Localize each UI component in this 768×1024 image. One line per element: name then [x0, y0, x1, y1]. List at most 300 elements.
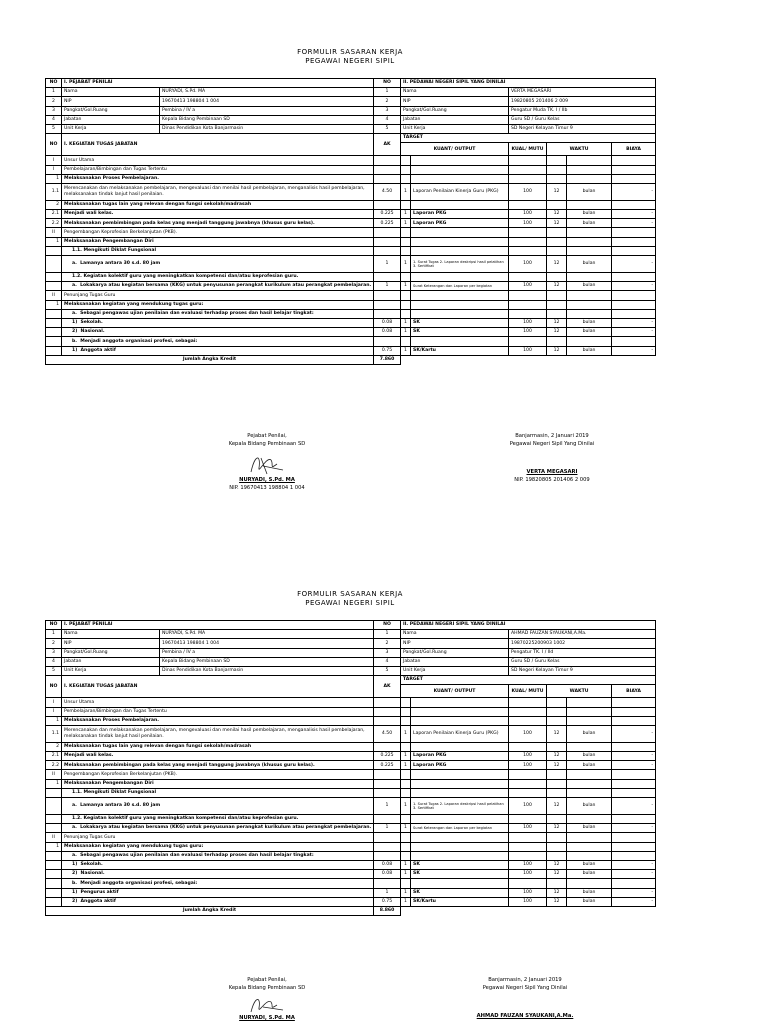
- cell: bulan: [567, 860, 612, 869]
- cell: [401, 309, 411, 318]
- cell: [401, 833, 411, 842]
- cell: 4: [46, 657, 62, 666]
- cell: 1: [401, 183, 411, 200]
- cell: [374, 815, 401, 824]
- cell: NO: [46, 621, 62, 630]
- cell: 12: [547, 897, 567, 906]
- cell: Pembina / IV a: [160, 648, 374, 657]
- row-marker: 2): [72, 871, 78, 877]
- cell: Melaksanakan Pengembangan Diri: [62, 237, 374, 246]
- cell: [374, 237, 401, 246]
- cell: 0.08: [374, 860, 401, 869]
- row-text: Lokakarya atau kegiatan bersama (KKG) untuk penyusunan perangkat kurikulum atau perangkat pembelajaran.: [80, 825, 372, 831]
- cell: Jabatan: [401, 657, 509, 666]
- table-row: [46, 824, 656, 833]
- form-title-line-1: FORMULIR SASARAN KERJA: [297, 590, 403, 598]
- cell: [567, 788, 612, 797]
- cell: [411, 337, 509, 346]
- cell: 1: [374, 282, 401, 291]
- cell: Laporan Penilaian Kinerja Guru (PKG): [411, 725, 509, 742]
- cell: [411, 291, 509, 300]
- cell: [509, 842, 547, 851]
- cell: Dinas Pendidikan Kota Banjarmasin: [160, 666, 374, 675]
- cell: [612, 851, 656, 860]
- sig-nip: NIP. 19820805 201406 2 009: [514, 477, 590, 483]
- cell: [374, 200, 401, 209]
- cell: 1: [46, 630, 62, 639]
- cell: [46, 346, 62, 355]
- cell: [547, 291, 567, 300]
- cell: bulan: [567, 824, 612, 833]
- row-marker: 1): [72, 889, 78, 895]
- sig-space: [452, 448, 652, 468]
- cell: bulan: [567, 210, 612, 219]
- cell: 1: [401, 210, 411, 219]
- cell: [612, 842, 656, 851]
- table-row: [46, 716, 656, 725]
- sig-name: VERTA MEGASARI: [526, 469, 578, 475]
- cell: -: [612, 256, 656, 273]
- cell: [401, 291, 411, 300]
- row-text: Anggota aktif: [80, 347, 116, 353]
- cell: [62, 798, 374, 815]
- cell: [374, 833, 401, 842]
- cell: [401, 770, 411, 779]
- cell: [62, 879, 374, 888]
- cell: [46, 798, 62, 815]
- cell: Melaksanakan tugas lain yang relevan dengan fungsi sekolah/madrasah: [62, 742, 374, 751]
- cell: [547, 851, 567, 860]
- row-marker: 1): [72, 862, 78, 868]
- people-row: [46, 648, 656, 657]
- table-row: [46, 888, 656, 897]
- cell: NO: [46, 676, 62, 698]
- cell: bulan: [567, 870, 612, 879]
- cell: 1: [401, 752, 411, 761]
- cell: 0.225: [374, 210, 401, 219]
- cell: [612, 309, 656, 318]
- cell: [612, 707, 656, 716]
- cell: [401, 300, 411, 309]
- cell: [401, 842, 411, 851]
- cell: [567, 707, 612, 716]
- cell: [62, 860, 374, 869]
- cell: Dinas Pendidikan Kota Banjarmasin: [160, 124, 374, 133]
- row-marker: a.: [72, 283, 77, 289]
- cell: -: [612, 183, 656, 200]
- cell: -: [612, 824, 656, 833]
- signature-scribble-icon: [247, 450, 287, 476]
- cell: II. PEDAWAI NEGERI SIPIL YANG DINILAI: [401, 621, 656, 630]
- skp-form-1: [45, 48, 655, 365]
- cell: [567, 851, 612, 860]
- total-row: [46, 355, 656, 364]
- row-marker: 2): [72, 329, 78, 335]
- cell: [46, 256, 62, 273]
- cell: Pengembangan Keprofesian Berkelanjutan (PKB).: [62, 770, 374, 779]
- cell: 2: [46, 639, 62, 648]
- cell: 1: [401, 328, 411, 337]
- cell: bulan: [567, 183, 612, 200]
- row-marker: a.: [72, 825, 77, 831]
- cell: [509, 309, 547, 318]
- cell: -: [612, 761, 656, 770]
- cell: Melaksanakan pembimbingan pada kelas yang menjadi tanggung jawabnya (khusus guru kelas).: [62, 219, 374, 228]
- cell: [547, 165, 567, 174]
- cell: Laporan Penilaian Kinerja Guru (PKG): [411, 183, 509, 200]
- cell: 1.2. Kegiatan kolektif guru yang meningkatkan kompetensi dan/atau keprofesian guru.: [62, 815, 374, 824]
- cell: SK: [411, 888, 509, 897]
- cell: SD Negeri Kelayan Timur 9: [509, 666, 656, 675]
- cell: Unit Kerja: [62, 666, 160, 675]
- cell: Jumlah Angka Kredit: [46, 355, 374, 364]
- cell: [567, 300, 612, 309]
- cell: WAKTU: [547, 685, 612, 698]
- cell: Menjadi wali kelas.: [62, 210, 374, 219]
- cell: 12: [547, 210, 567, 219]
- cell: [411, 707, 509, 716]
- sig-nip: NIP. 19670413 198804 1 004: [229, 485, 305, 491]
- cell: SD Negeri Kelayan Timur 9: [509, 124, 656, 133]
- cell: [46, 318, 62, 327]
- cell: [509, 698, 547, 707]
- cell: [567, 698, 612, 707]
- cell: 5: [46, 666, 62, 675]
- cell: Pembelajaran/Bimbingan dan Tugas Tertentu: [62, 165, 374, 174]
- cell: NIP: [62, 639, 160, 648]
- signature-block-left: [167, 432, 367, 492]
- cell: 12: [547, 256, 567, 273]
- cell: 0.75: [374, 897, 401, 906]
- cell: [567, 742, 612, 751]
- cell: bulan: [567, 888, 612, 897]
- cell: 1: [374, 824, 401, 833]
- cell: 2: [46, 200, 62, 209]
- cell: [509, 788, 547, 797]
- table-row: [46, 897, 656, 906]
- row-text: Nasional.: [80, 871, 105, 877]
- people-header-row: [46, 621, 656, 630]
- row-text: Pengurus aktif: [80, 889, 119, 895]
- signature-block-left-2: [167, 976, 367, 1022]
- cell: 1: [401, 860, 411, 869]
- cell: 0.225: [374, 219, 401, 228]
- cell: Penunjang Tugas Guru: [62, 833, 374, 842]
- cell: -: [612, 219, 656, 228]
- cell: bulan: [567, 346, 612, 355]
- cell: [411, 698, 509, 707]
- cell: II: [46, 228, 62, 237]
- cell: Melaksanakan kegiatan yang mendukung tugas guru:: [62, 300, 374, 309]
- row-marker: a.: [72, 803, 77, 809]
- cell: [509, 716, 547, 725]
- cell: [547, 228, 567, 237]
- cell: [547, 246, 567, 255]
- cell: Nama: [401, 88, 509, 97]
- cell: 3: [46, 106, 62, 115]
- cell: [547, 770, 567, 779]
- cell: [509, 779, 547, 788]
- cell: Unsur Utama: [62, 698, 374, 707]
- cell: Melaksanakan Proses Pembelajaran.: [62, 174, 374, 183]
- cell: 12: [547, 328, 567, 337]
- cell: [62, 897, 374, 906]
- cell: [567, 156, 612, 165]
- cell: [401, 779, 411, 788]
- table-row: [46, 300, 656, 309]
- cell: Surat Keterangan dan Laporan per kegiatan: [411, 824, 509, 833]
- table-row: [46, 842, 656, 851]
- cell: [411, 770, 509, 779]
- cell: [612, 337, 656, 346]
- cell: [547, 273, 567, 282]
- cell: [62, 318, 374, 327]
- cell: 1: [374, 88, 401, 97]
- people-row: [46, 639, 656, 648]
- cell: -: [612, 282, 656, 291]
- row-text: Lamanya antara 30 s.d. 80 jam: [80, 803, 161, 809]
- cell: [547, 337, 567, 346]
- cell: -: [612, 210, 656, 219]
- cell: AK: [374, 134, 401, 156]
- cell: 100: [509, 798, 547, 815]
- cell: [547, 815, 567, 824]
- cell: bulan: [567, 725, 612, 742]
- cell: [509, 291, 547, 300]
- cell: [567, 165, 612, 174]
- cell: [411, 246, 509, 255]
- cell: [401, 788, 411, 797]
- cell: 2.2: [46, 219, 62, 228]
- table-row: [46, 309, 656, 318]
- cell: 4.50: [374, 725, 401, 742]
- cell: 2: [374, 97, 401, 106]
- table-row: [46, 237, 656, 246]
- cell: [509, 879, 547, 888]
- people-row: [46, 115, 656, 124]
- table-row: [46, 833, 656, 842]
- cell: [567, 200, 612, 209]
- cell: 12: [547, 860, 567, 869]
- cell: Jumlah Angka Kredit: [46, 906, 374, 915]
- cell: TARGET: [401, 134, 656, 143]
- cell: [46, 309, 62, 318]
- cell: [62, 870, 374, 879]
- cell: -: [612, 328, 656, 337]
- cell: 1: [401, 256, 411, 273]
- cell: 1.1. Mengikuti Diklat Fungsional: [62, 788, 374, 797]
- cell: NO: [374, 79, 401, 88]
- cell: [547, 309, 567, 318]
- cell: BIAYA: [612, 685, 656, 698]
- cell: 1: [401, 798, 411, 815]
- cell: [612, 237, 656, 246]
- people-row: [46, 88, 656, 97]
- cell: [374, 716, 401, 725]
- cell: Melaksanakan Pengembangan Diri: [62, 779, 374, 788]
- cell: II. PEDAWAI NEGERI SIPIL YANG DINILAI: [401, 79, 656, 88]
- cell: 100: [509, 888, 547, 897]
- cell: 1: [401, 761, 411, 770]
- cell: 1: [374, 630, 401, 639]
- cell: 100: [509, 256, 547, 273]
- row-marker: a.: [72, 261, 77, 267]
- table-row: [46, 707, 656, 716]
- cell: [374, 707, 401, 716]
- cell: 19670413 198804 1 004: [160, 97, 374, 106]
- cell: [374, 291, 401, 300]
- table-row: [46, 165, 656, 174]
- cell: [509, 200, 547, 209]
- cell: I. PEJABAT PENILAI: [62, 621, 374, 630]
- row-text: Anggota aktif: [80, 898, 116, 904]
- cell: [509, 300, 547, 309]
- cell: -: [612, 860, 656, 869]
- cell: Unit Kerja: [401, 666, 509, 675]
- cell: 100: [509, 824, 547, 833]
- cell: 1: [401, 282, 411, 291]
- table-row: [46, 798, 656, 815]
- cell: bulan: [567, 256, 612, 273]
- cell: VERTA MEGASARI: [509, 88, 656, 97]
- cell: [401, 851, 411, 860]
- row-text: Sebagai pengawas ujian penilaian dan evaluasi terhadap proses dan hasil belajar tingkat:: [80, 853, 314, 859]
- cell: Pangkat/Gol.Ruang: [401, 106, 509, 115]
- cell: [547, 300, 567, 309]
- cell: I: [46, 165, 62, 174]
- cell: -: [612, 870, 656, 879]
- cell: 100: [509, 870, 547, 879]
- people-row: [46, 666, 656, 675]
- cell: [374, 300, 401, 309]
- people-header-row: [46, 79, 656, 88]
- cell: Nama: [401, 630, 509, 639]
- cell: Pengembangan Keprofesian Berkelanjutan (PKB).: [62, 228, 374, 237]
- cell: [411, 779, 509, 788]
- cell: -: [612, 798, 656, 815]
- cell: bulan: [567, 328, 612, 337]
- cell: [374, 742, 401, 751]
- cell: Jabatan: [401, 115, 509, 124]
- cell: 12: [547, 761, 567, 770]
- sig-position: Kepala Bidang Pembinaan SD: [228, 985, 306, 991]
- sig-date: Banjarmasin, 2 Januari 2019: [515, 433, 589, 439]
- cell: [374, 698, 401, 707]
- cell: [62, 888, 374, 897]
- cell: 1.1. Mengikuti Diklat Fungsional: [62, 246, 374, 255]
- cell: [567, 273, 612, 282]
- cell: [46, 897, 62, 906]
- cell: SK/Kartu: [411, 897, 509, 906]
- cell: 5: [374, 124, 401, 133]
- cell: 12: [547, 824, 567, 833]
- cell: [509, 165, 547, 174]
- cell: 100: [509, 219, 547, 228]
- cell: [401, 906, 656, 915]
- cell: SK: [411, 328, 509, 337]
- row-marker: 2): [72, 898, 78, 904]
- cell: 100: [509, 328, 547, 337]
- cell: 2.2: [46, 761, 62, 770]
- cell: [612, 156, 656, 165]
- cell: 7.860: [374, 355, 401, 364]
- cell: [411, 788, 509, 797]
- cell: [547, 779, 567, 788]
- cell: [401, 716, 411, 725]
- cell: [374, 842, 401, 851]
- cell: [411, 300, 509, 309]
- cell: [46, 815, 62, 824]
- cell: [62, 309, 374, 318]
- table-row: [46, 698, 656, 707]
- cell: [374, 770, 401, 779]
- table-row: [46, 779, 656, 788]
- row-text: Lokakarya atau kegiatan bersama (KKG) untuk penyusunan perangkat kurikulum atau perangkat pembelajaran.: [80, 283, 372, 289]
- cell: II: [46, 770, 62, 779]
- cell: 12: [547, 282, 567, 291]
- table-row: [46, 725, 656, 742]
- cell: Nama: [62, 630, 160, 639]
- cell: [401, 156, 411, 165]
- cell: [509, 833, 547, 842]
- cell: [401, 815, 411, 824]
- cell: [401, 273, 411, 282]
- cell: Menjadi wali kelas.: [62, 752, 374, 761]
- cell: 0.08: [374, 318, 401, 327]
- sig-name: AHMAD FAUZAN SYAUKANI,A.Ma.: [476, 1013, 574, 1019]
- cell: Merencanakan dan melaksanakan pembelajaran, mengevaluasi dan menilai hasil pembelajaran, menganalisis hasil pembelajaran, melaksanakan tindak lanjut hasil penilaian.: [62, 725, 374, 742]
- cell: Melaksanakan tugas lain yang relevan dengan fungsi sekolah/madrasah: [62, 200, 374, 209]
- cell: Pangkat/Gol.Ruang: [401, 648, 509, 657]
- cell: 1.1: [46, 725, 62, 742]
- cell: 100: [509, 897, 547, 906]
- cell: bulan: [567, 318, 612, 327]
- cell: 1: [401, 346, 411, 355]
- cell: [612, 770, 656, 779]
- cell: [411, 851, 509, 860]
- cell: I: [46, 156, 62, 165]
- cell: [547, 833, 567, 842]
- table-row: [46, 742, 656, 751]
- cell: NIP: [401, 97, 509, 106]
- cell: 12: [547, 346, 567, 355]
- cell: 0.08: [374, 870, 401, 879]
- cell: 1. Surat Tugas 2. Laporan deskripsi hasil pelatihan 3. Sertifikat: [411, 256, 509, 273]
- cell: [411, 237, 509, 246]
- table-row: [46, 282, 656, 291]
- cell: [411, 879, 509, 888]
- cell: [62, 328, 374, 337]
- cell: 1: [401, 318, 411, 327]
- cell: Guru SD / Guru Kelas: [509, 115, 656, 124]
- cell: II: [46, 833, 62, 842]
- cell: NIP: [62, 97, 160, 106]
- cell: [46, 888, 62, 897]
- cell: 1: [401, 219, 411, 228]
- cell: [509, 246, 547, 255]
- cell: 12: [547, 888, 567, 897]
- cell: 100: [509, 860, 547, 869]
- cell: -: [612, 752, 656, 761]
- cell: WAKTU: [547, 143, 612, 156]
- cell: 1: [46, 88, 62, 97]
- cell: bulan: [567, 752, 612, 761]
- table-row: [46, 346, 656, 355]
- cell: 100: [509, 725, 547, 742]
- cell: 1. Surat Tugas 2. Laporan deskripsi hasil pelatihan 3. Sertifikat: [411, 798, 509, 815]
- cell: [374, 309, 401, 318]
- cell: 100: [509, 210, 547, 219]
